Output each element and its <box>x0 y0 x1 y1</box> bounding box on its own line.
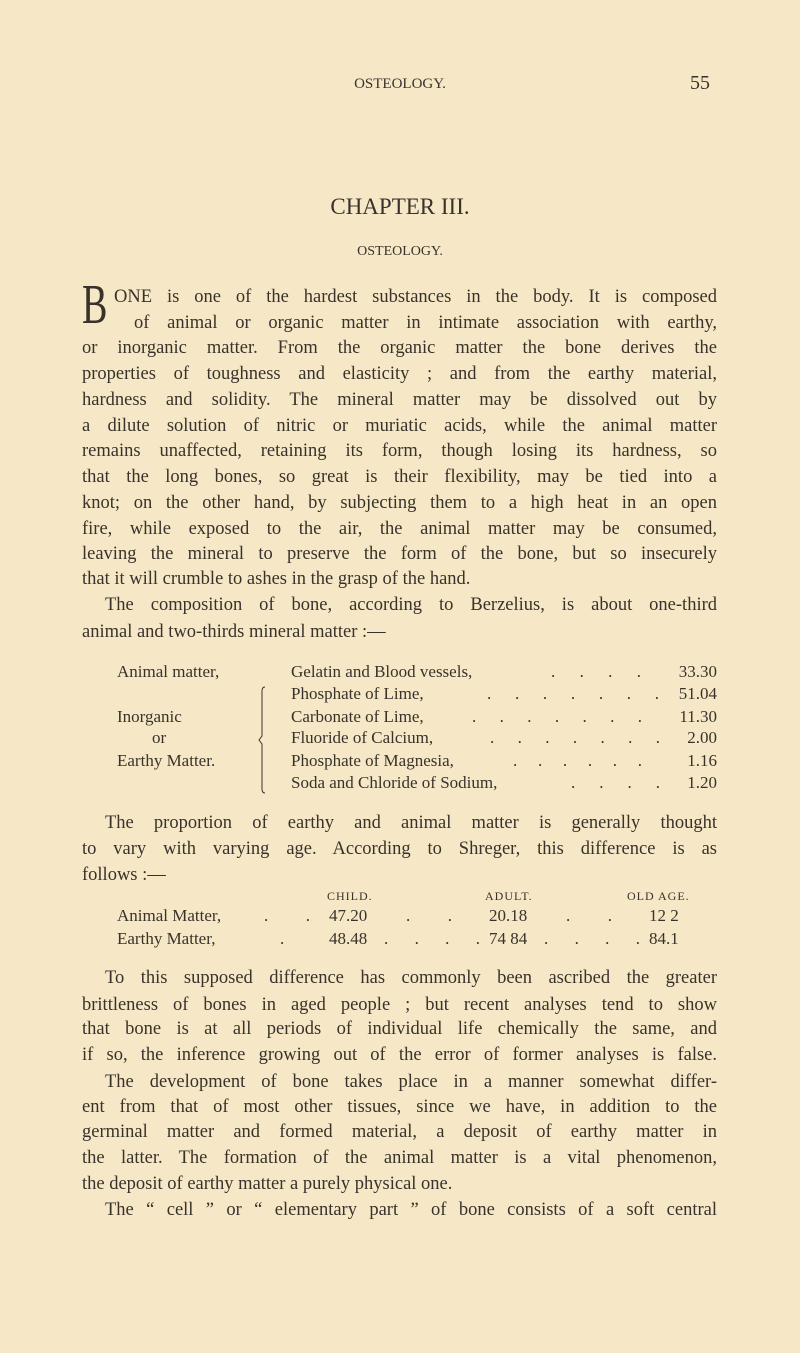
dot-leader: . <box>280 929 285 948</box>
body-line: that bone is at all periods of individual life chemically the same, and <box>82 1019 717 1039</box>
page-number: 55 <box>690 72 710 94</box>
body-line: that the long bones, so great is their flexibility, may be tied into a <box>82 467 717 487</box>
row-name: Carbonate of Lime, <box>291 707 424 726</box>
body-line: ent from that of most other tissues, since we have, in addition to the <box>82 1097 717 1117</box>
body-line: The proportion of earthy and animal matter is generally thought <box>105 813 717 833</box>
body-line: or inorganic matter. From the organic matter the bone derives the <box>82 338 717 358</box>
body-line: hardness and solidity. The mineral matter may be dissolved out by <box>82 390 717 410</box>
row-value: 1.16 <box>687 751 717 770</box>
column-header-old-age: OLD AGE. <box>627 889 690 903</box>
dot-leader: . . . . <box>551 662 641 681</box>
row-label: Earthy Matter, <box>117 929 216 948</box>
body-line: animal and two-thirds mineral matter :— <box>82 622 386 642</box>
body-line: the deposit of earthy matter a purely physical one. <box>82 1174 453 1194</box>
row-name: Phosphate of Lime, <box>291 684 424 703</box>
dot-leader: . . <box>264 906 310 925</box>
dot-leader: . . <box>406 906 452 925</box>
body-line: fire, while exposed to the air, the animal matter may be consumed, <box>82 519 717 539</box>
column-header-adult: ADULT. <box>485 889 533 903</box>
group-label-inorganic: Inorganic <box>117 707 182 726</box>
body-line: a dilute solution of nitric or muriatic acids, while the animal matter <box>82 416 717 436</box>
body-line: the latter. The formation of the animal matter is a vital phenomenon, <box>82 1148 717 1168</box>
group-label-animal: Animal matter, <box>117 662 220 681</box>
value-old-age: 84.1 <box>649 929 679 948</box>
brace-icon <box>257 686 267 794</box>
group-label-or: or <box>152 728 167 747</box>
body-line: The “ cell ” or “ elementary part ” of bone consists of a soft central <box>105 1200 717 1220</box>
dot-leader: . . <box>566 906 612 925</box>
body-line: that it will crumble to ashes in the grasp of the hand. <box>82 569 471 589</box>
column-header-child: CHILD. <box>327 889 373 903</box>
body-line: The development of bone takes place in a manner somewhat differ- <box>105 1072 717 1092</box>
chapter-title: CHAPTER III. <box>330 194 470 219</box>
chapter-subtitle: OSTEOLOGY. <box>357 244 443 259</box>
body-line: To this supposed difference has commonly been ascribed the greater <box>105 968 717 988</box>
drop-cap: B <box>82 274 108 336</box>
group-label-earthy: Earthy Matter. <box>117 751 216 770</box>
row-value: 1.20 <box>687 773 717 792</box>
body-line: properties of toughness and elasticity ; and from the earthy material, <box>82 364 717 384</box>
row-value: 11.30 <box>679 707 717 726</box>
value-old-age: 12 2 <box>649 906 679 925</box>
body-line: of animal or organic matter in intimate association with earthy, <box>134 313 717 333</box>
body-line: remains unaffected, retaining its form, though losing its hardness, so <box>82 441 717 461</box>
row-name: Soda and Chloride of Sodium, <box>291 773 498 792</box>
row-name: Fluoride of Calcium, <box>291 728 434 747</box>
value-adult: 74 84 <box>489 929 528 948</box>
body-line: follows :— <box>82 865 166 885</box>
body-line: if so, the inference growing out of the error of former analyses is false. <box>82 1045 717 1065</box>
body-line: brittleness of bones in aged people ; but recent analyses tend to show <box>82 995 717 1015</box>
dot-leader: . . . . . . . <box>487 684 659 703</box>
body-line: The composition of bone, according to Berzelius, is about one-third <box>105 595 717 615</box>
row-value: 33.30 <box>678 662 717 681</box>
dot-leader: . . . . . . . <box>490 728 660 747</box>
value-child: 47.20 <box>329 906 368 925</box>
body-line: leaving the mineral to preserve the form of the bone, but so insecurely <box>82 544 717 564</box>
value-child: 48.48 <box>329 929 368 948</box>
body-line: knot; on the other hand, by subjecting them to a high heat in an open <box>82 493 717 513</box>
running-title: OSTEOLOGY. <box>354 76 446 92</box>
row-label: Animal Matter, <box>117 906 222 925</box>
dot-leader: . . . . <box>571 773 660 792</box>
body-line: ONE is one of the hardest substances in the body. It is composed <box>114 287 717 307</box>
dot-leader: . . . . . . . <box>472 707 642 726</box>
dot-leader: . . . . <box>544 929 640 948</box>
dot-leader: . . . . <box>384 929 480 948</box>
row-name: Phosphate of Magnesia, <box>291 751 454 770</box>
value-adult: 20.18 <box>489 906 528 925</box>
row-value: 51.04 <box>678 684 717 703</box>
body-line: germinal matter and formed material, a deposit of earthy matter in <box>82 1122 717 1142</box>
row-value: 2.00 <box>687 728 717 747</box>
row-name: Gelatin and Blood vessels, <box>291 662 473 681</box>
body-line: to vary with varying age. According to Shreger, this difference is as <box>82 839 717 859</box>
dot-leader: . . . . . . <box>513 751 642 770</box>
